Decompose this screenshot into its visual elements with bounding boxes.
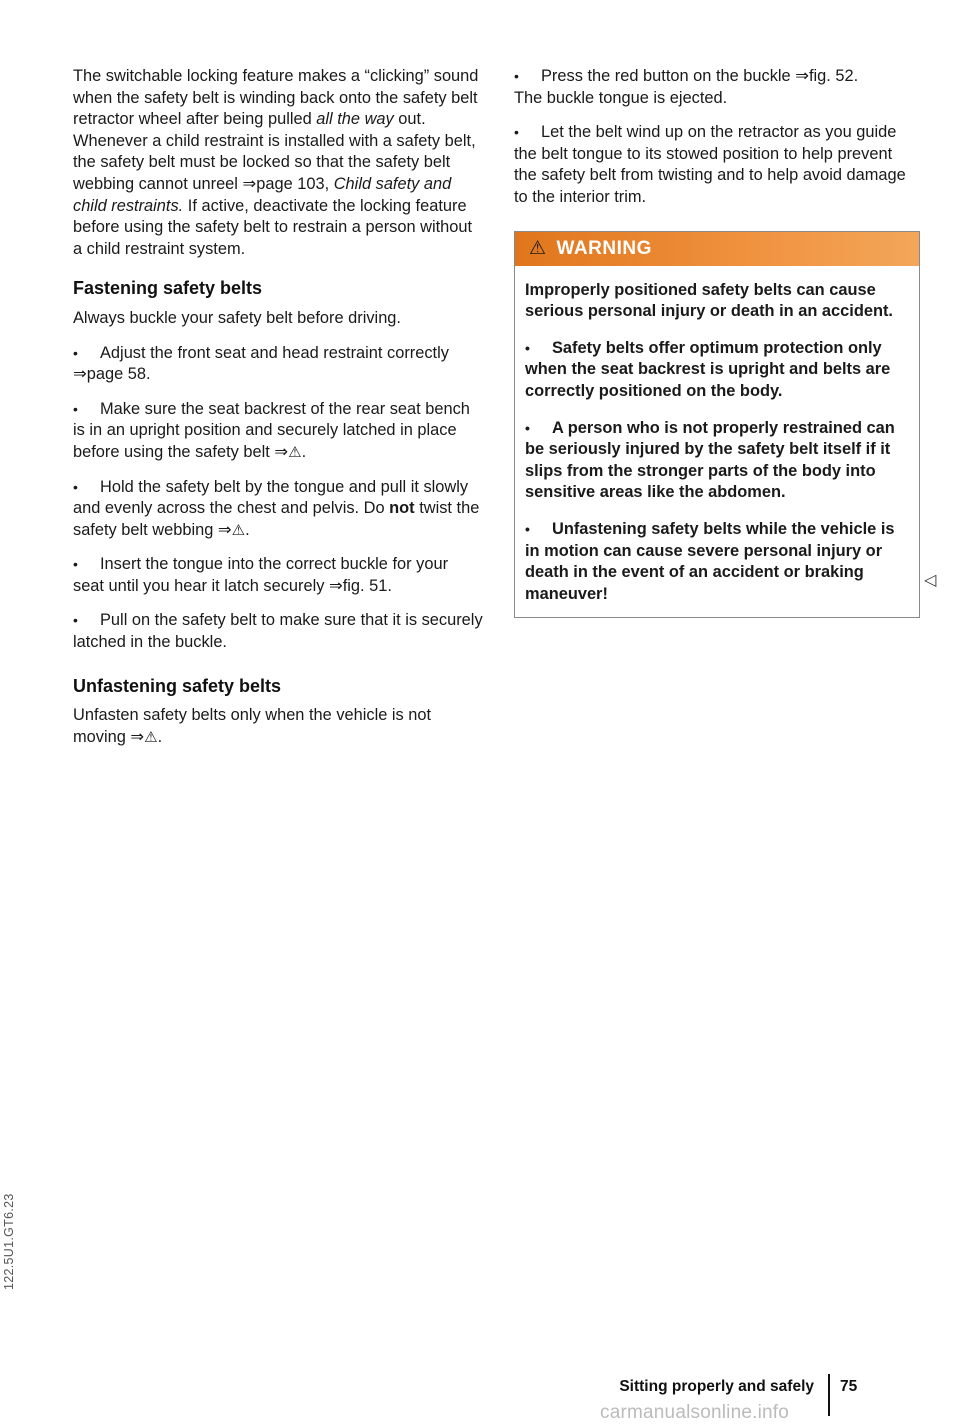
emphasis-not: not: [389, 499, 415, 518]
fastening-heading: Fastening safety belts: [73, 278, 263, 299]
fastening-section: [73, 278, 483, 653]
bullet-icon: •: [514, 124, 519, 141]
unfastening-steps: [514, 66, 918, 209]
right-column: [514, 66, 918, 618]
section-end-icon: ◁: [924, 572, 937, 589]
bullet-icon: •: [514, 68, 519, 84]
bullet-icon: •: [73, 556, 78, 573]
list-item-text: Let the belt wind up on the retractor as you guide the belt tongue to its stowed position to help prevent the safety belt from twisting and to help avoid damage to the interior trim.: [514, 123, 906, 206]
unfastening-lead: [73, 705, 483, 748]
bullet-icon: •: [73, 612, 78, 629]
footer-divider: [828, 1374, 830, 1416]
bullet-icon: •: [525, 419, 530, 436]
fastening-list: [73, 343, 483, 654]
warning-lead: Improperly positioned safety belts can cause serious personal injury or death in an accident.: [525, 280, 893, 321]
list-item-text: A person who is not properly restrained can be seriously injured by the safety belt itself if it slips from the stronger parts of the body into sensitive areas like the abdomen.: [525, 418, 895, 502]
warning-triangle-icon[interactable]: ⚠: [288, 443, 302, 461]
list-item: [514, 122, 918, 208]
warning-triangle-icon[interactable]: ⚠: [144, 728, 158, 746]
list-item: [525, 418, 909, 504]
list-item-text: Adjust the front seat and head restraint correctly ⇒page 58.: [73, 343, 449, 384]
fastening-lead: Always buckle your safety belt before driving.: [73, 308, 401, 327]
list-item: [73, 610, 483, 653]
intro-paragraph: [73, 66, 483, 260]
list-item: [73, 399, 483, 464]
unfastening-section: [73, 676, 483, 749]
page-ref-link[interactable]: ⇒page 103,: [242, 174, 330, 193]
list-item: [514, 66, 918, 109]
document-code: 122.5U1.GT6.23: [2, 1193, 16, 1290]
intro-italic: all the way: [316, 110, 394, 129]
page-number: 75: [840, 1378, 858, 1395]
period: .: [301, 442, 307, 461]
intro-text-3: If active, deactivate the locking feature before using the safety belt to restrain a person without a child restraint system.: [73, 196, 473, 258]
list-item-text: Insert the tongue into the correct buckle for your seat until you hear it latch securely ⇒fig. 51.: [73, 555, 449, 595]
unfastening-heading: Unfastening safety belts: [73, 675, 282, 696]
watermark: carmanualsonline.info: [600, 1402, 790, 1423]
warning-title: WARNING: [556, 237, 652, 259]
intro-text-1: The switchable locking feature makes a “clicking” sound when the safety belt is winding back onto the safety belt retractor wheel after being pulled: [73, 67, 479, 129]
bullet-icon: •: [73, 344, 78, 361]
unfastening-text: Unfasten safety belts only when the vehicle is not moving ⇒: [73, 706, 432, 746]
warning-triangle-icon[interactable]: ⚠: [231, 521, 246, 539]
bullet-icon: •: [525, 520, 530, 537]
ref-title: Child safety and child restraints.: [73, 174, 452, 215]
list-item-text: Pull on the safety belt to make sure that it is securely latched in the buckle.: [73, 611, 483, 652]
list-item-text: Safety belts offer optimum protection only when the seat backrest is upright and belts are correctly positioned on the body.: [525, 338, 891, 400]
period: .: [157, 727, 163, 746]
page-footer: [0, 1378, 960, 1398]
list-item-text: Make sure the seat backrest of the rear seat bench is in an upright position and securely latched in place before using the safety belt ⇒: [73, 399, 470, 461]
bullet-icon: •: [525, 339, 530, 356]
period: .: [245, 520, 250, 539]
bullet-icon: •: [73, 478, 78, 495]
intro-text-2: out. Whenever a child restraint is installed with a safety belt, the safety belt must be locked so that the safety belt webbing cannot unreel: [73, 110, 476, 193]
list-item: [73, 554, 483, 597]
list-item-text: Hold the safety belt by the tongue and pull it slowly and evenly across the chest and pelvis. Do: [73, 477, 469, 518]
warning-triangle-icon: ⚠: [529, 237, 547, 259]
list-item-text: The buckle tongue is ejected.: [514, 88, 728, 107]
bullet-icon: •: [73, 400, 78, 417]
warning-list: [525, 338, 909, 606]
warning-body: [515, 266, 919, 618]
list-item-text: Unfastening safety belts while the vehicle is in motion can cause severe personal injury or death in the event of an accident or braking maneuver!: [525, 519, 895, 603]
list-item-text: twist the safety belt webbing ⇒: [73, 499, 480, 539]
warning-box: [514, 231, 920, 619]
warning-header: [515, 232, 919, 266]
list-item-text: Press the red button on the buckle ⇒fig. 52.: [541, 67, 859, 85]
left-column: [73, 66, 483, 748]
list-item: [73, 343, 483, 386]
list-item: [73, 477, 483, 542]
list-item: [525, 338, 909, 403]
list-item: [525, 519, 909, 605]
footer-section-title: Sitting properly and safely: [619, 1378, 814, 1395]
